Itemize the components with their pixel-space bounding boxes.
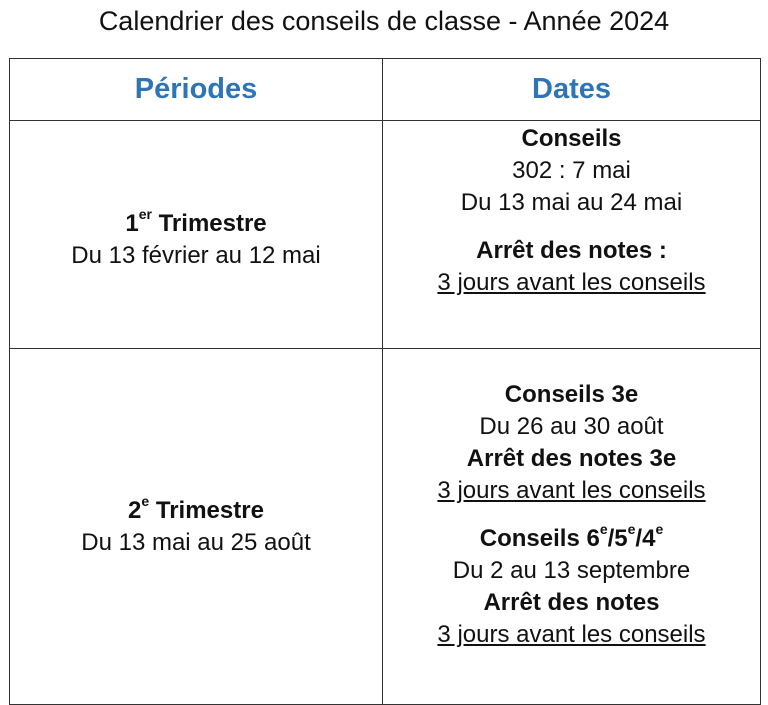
conseils-heading: Conseils: [521, 125, 622, 152]
table-header-row: [10, 59, 761, 121]
conseils-3e-heading: Conseils 3e: [504, 381, 639, 408]
period-name: Trimestre: [155, 496, 264, 524]
period-range-2: Du 13 mai au 25 août: [81, 528, 311, 556]
table-row: [10, 121, 761, 349]
period-name: Trimestre: [158, 209, 267, 237]
period-number: 2: [128, 496, 142, 524]
page-title: Calendrier des conseils de classe - Année 2024: [98, 6, 670, 36]
period-title-1: [10, 205, 382, 240]
period-title-2: [10, 492, 382, 527]
grade-4: /4: [635, 525, 656, 552]
dates-cell-2: [383, 349, 761, 705]
header-dates: Dates: [383, 59, 761, 121]
period-cell-1: [10, 121, 383, 349]
dates-cell-1: [383, 121, 761, 349]
conseils-others-heading: [383, 523, 760, 555]
grade-5: /5: [607, 525, 628, 552]
conseils-others-prefix: Conseils 6: [479, 525, 600, 552]
period-ordinal: er: [138, 205, 152, 222]
arret-notes-others-heading: Arrêt des notes: [483, 589, 660, 616]
header-periods: Périodes: [10, 59, 383, 121]
arret-notes-detail: 3 jours avant les conseils: [437, 269, 706, 296]
conseils-date-302: 302 : 7 mai: [512, 157, 631, 184]
grade-superscript: e: [655, 521, 664, 537]
table-row: [10, 349, 761, 705]
arret-notes-heading: Arrêt des notes :: [476, 237, 667, 264]
conseils-others-range: Du 2 au 13 septembre: [452, 557, 691, 584]
arret-notes-3e-heading: Arrêt des notes 3e: [466, 445, 677, 472]
period-ordinal: e: [141, 492, 150, 509]
period-number: 1: [125, 209, 139, 237]
arret-notes-3e-detail: 3 jours avant les conseils: [437, 477, 706, 504]
period-cell-2: [10, 349, 383, 705]
period-range-1: Du 13 février au 12 mai: [71, 241, 321, 269]
conseils-3e-range: Du 26 au 30 août: [479, 413, 664, 440]
grade-superscript: e: [627, 521, 636, 537]
conseils-range: Du 13 mai au 24 mai: [460, 189, 683, 216]
schedule-table: [9, 58, 761, 705]
grade-superscript: e: [599, 521, 608, 537]
arret-notes-others-detail: 3 jours avant les conseils: [437, 621, 706, 648]
